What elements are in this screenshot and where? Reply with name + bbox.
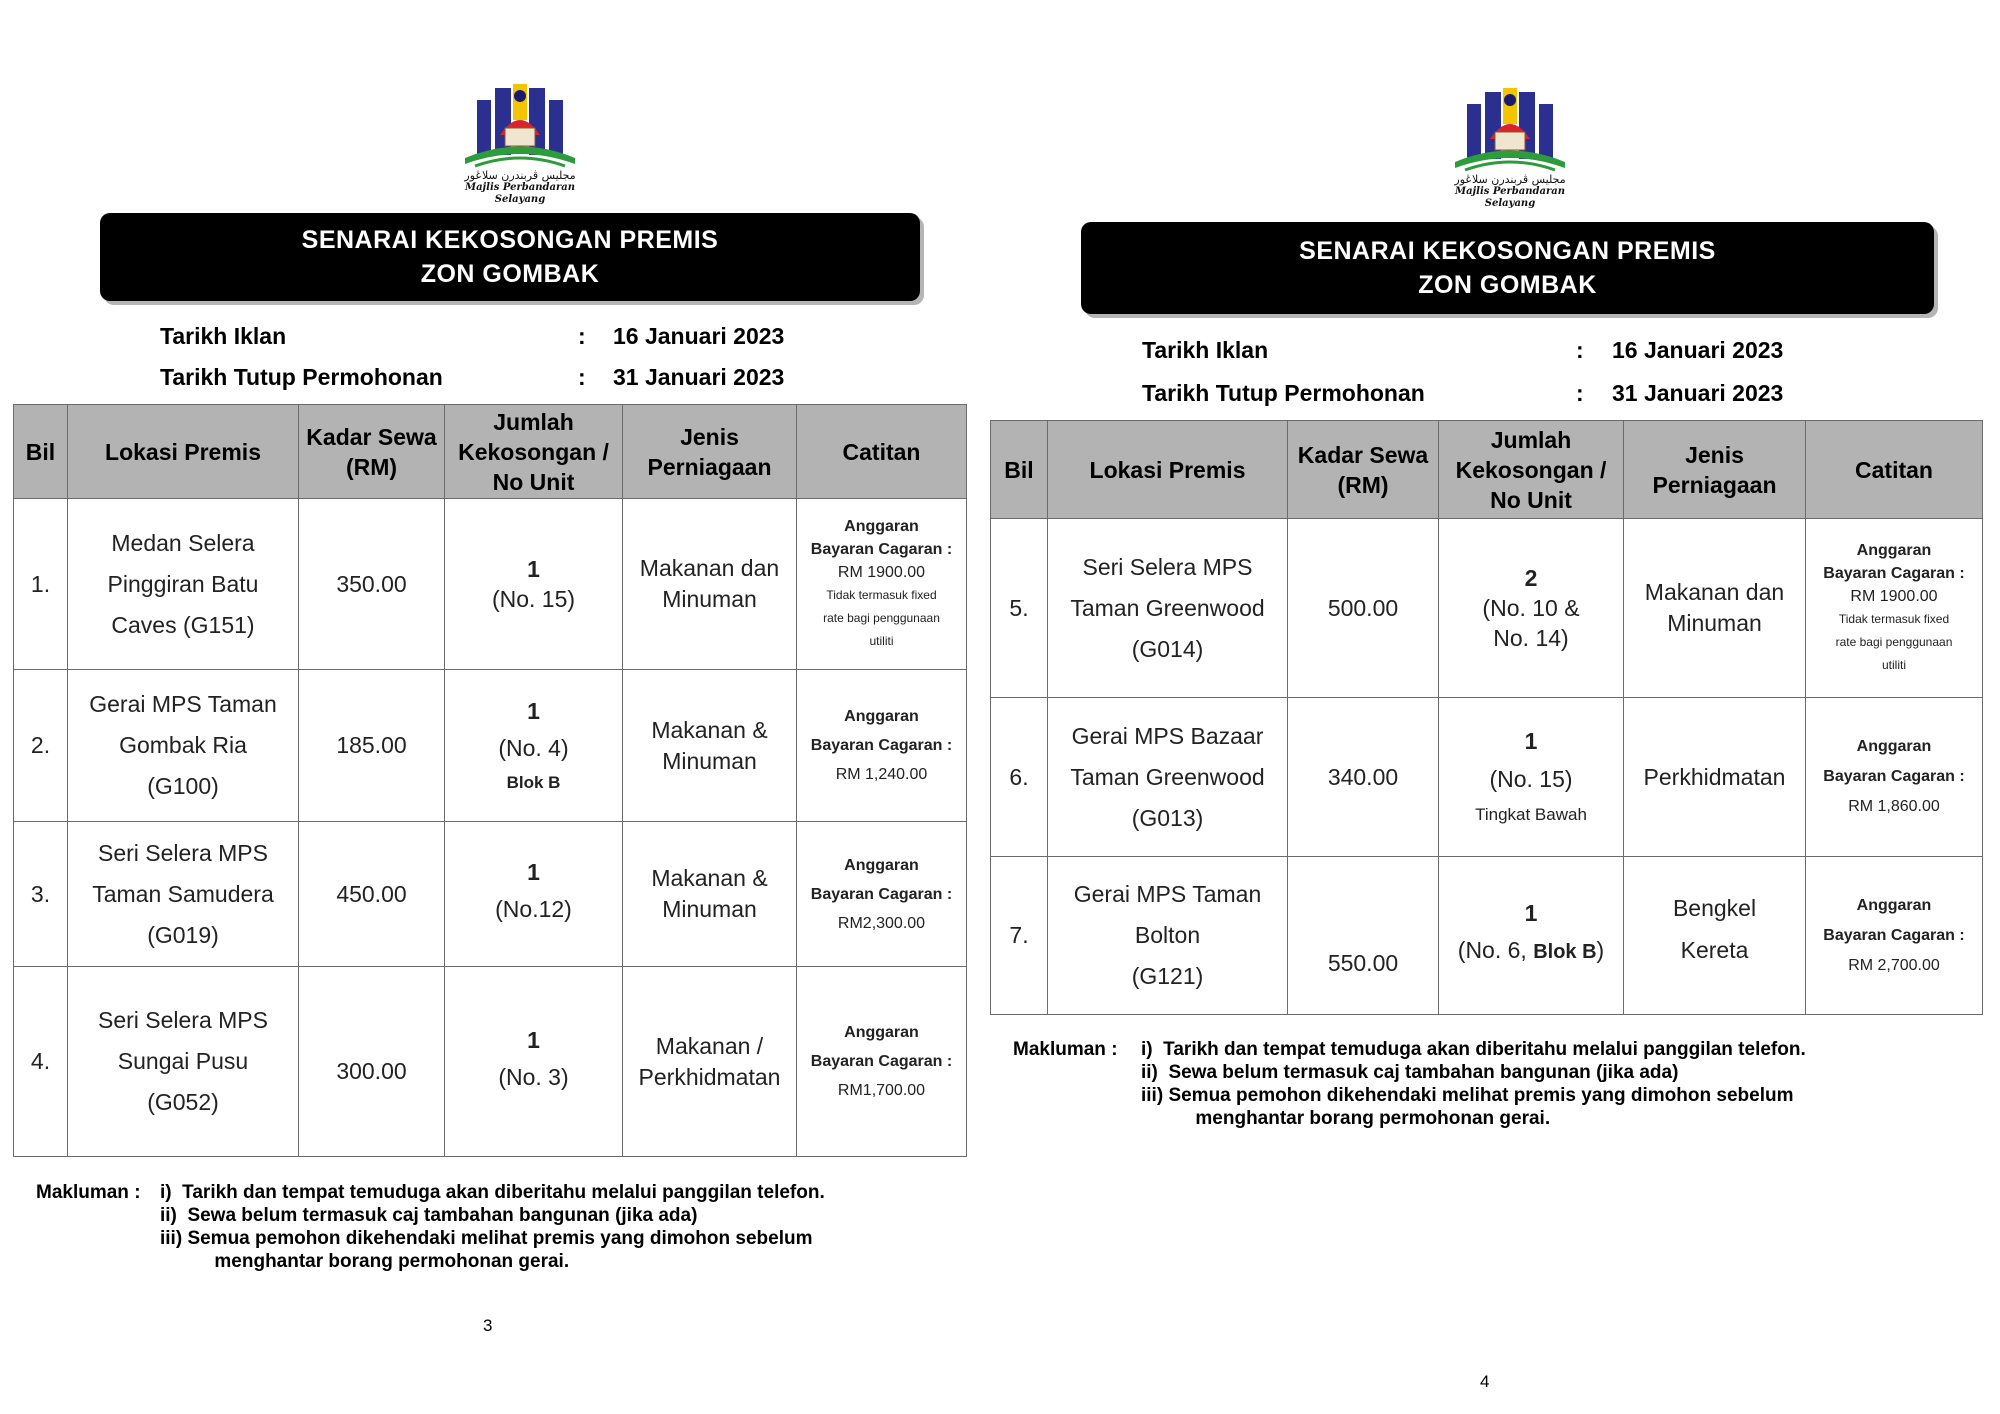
header-catitan: Catitan — [797, 405, 967, 499]
meta-colon: : — [578, 364, 586, 390]
cell-catitan — [797, 822, 967, 967]
note-row — [36, 1250, 976, 1273]
title-banner — [1081, 222, 1934, 314]
cell-unit — [1439, 519, 1624, 698]
header-kadar: Kadar Sewa (RM) — [1288, 421, 1439, 519]
catitan-title-2: Bayaran Cagaran : — [810, 885, 953, 903]
advert-meta — [160, 316, 860, 398]
note-item: menghantar borang permohonan gerai. — [188, 1251, 570, 1272]
unit-number: (No. 4) — [498, 734, 569, 761]
meta-value: 16 Januari 2023 — [613, 323, 785, 349]
meta-row-iklan — [1142, 329, 1862, 372]
lokasi-line: Seri Selera MPS — [97, 839, 268, 866]
lokasi-line: Gerai MPS Bazaar — [1071, 722, 1264, 749]
lokasi-line: (G014) — [1131, 635, 1204, 662]
catitan-title-2: Bayaran Cagaran : — [810, 541, 953, 558]
table-header-row — [14, 405, 967, 499]
note-item: ii) Sewa belum termasuk caj tambahan bangunan (jika ada) — [160, 1205, 698, 1226]
note-item: iii) Semua pemohon dikehendaki melihat premis yang dimohon sebelum — [160, 1228, 813, 1249]
table-row — [991, 857, 1983, 1015]
catitan-title: Anggaran — [1856, 896, 1932, 914]
header-lokasi: Lokasi Premis — [68, 405, 299, 499]
unit-block: Blok B — [1533, 940, 1597, 963]
vacancy-table — [13, 404, 967, 1157]
lokasi-line: Taman Greenwood — [1070, 763, 1265, 790]
mps-crest-icon — [1445, 84, 1575, 174]
catitan-value: RM 1900.00 — [1850, 588, 1938, 605]
unit-count: 1 — [1524, 899, 1538, 926]
cell-lokasi — [68, 499, 299, 670]
cell-jenis — [623, 967, 797, 1157]
vacancy-table — [990, 420, 1983, 1015]
cell-kadar: 550.00 — [1288, 857, 1439, 1015]
makluman-notes — [1013, 1038, 1973, 1130]
cell-bil: 1. — [14, 499, 68, 670]
note-row — [1013, 1061, 1973, 1084]
unit-floor: Tingkat Bawah — [1475, 805, 1587, 824]
catitan-title-2: Bayaran Cagaran : — [810, 1053, 953, 1070]
banner-line-2: ZON GOMBAK — [420, 260, 600, 288]
cell-unit — [1439, 857, 1624, 1015]
meta-row-tutup — [160, 357, 860, 398]
jenis-line: Makanan dan — [1644, 579, 1785, 605]
cell-kadar: 350.00 — [299, 499, 445, 670]
meta-value: 31 Januari 2023 — [1612, 380, 1784, 406]
meta-label: Tarikh Tutup Permohonan — [1142, 380, 1425, 406]
catitan-title: Anggaran — [1856, 738, 1932, 755]
header-kadar: Kadar Sewa (RM) — [299, 405, 445, 499]
unit-number-2: No. 14) — [1493, 625, 1569, 651]
jenis-line: Makanan dan — [639, 555, 780, 581]
lokasi-line: Bolton — [1134, 922, 1201, 948]
cell-unit — [445, 822, 623, 967]
meta-colon: : — [1576, 380, 1584, 406]
catitan-title-2: Bayaran Cagaran : — [1823, 768, 1965, 785]
catitan-value: RM 1900.00 — [837, 564, 926, 581]
cell-kadar: 500.00 — [1288, 519, 1439, 698]
cell-jenis — [1624, 519, 1806, 698]
unit-close: ) — [1596, 936, 1605, 963]
lokasi-line: (G019) — [147, 921, 219, 948]
note-row — [36, 1227, 976, 1250]
cell-unit — [1439, 698, 1624, 857]
meta-label: Tarikh Iklan — [1142, 337, 1269, 363]
table-row — [14, 967, 967, 1157]
table-row — [14, 499, 967, 670]
jenis-line: Minuman — [662, 896, 757, 922]
cell-kadar: 340.00 — [1288, 698, 1439, 857]
catitan-note: utiliti — [869, 634, 894, 648]
catitan-title-2: Bayaran Cagaran : — [810, 737, 953, 754]
catitan-value: RM 1,240.00 — [835, 766, 928, 783]
note-row — [36, 1181, 976, 1204]
header-lokasi: Lokasi Premis — [1048, 421, 1288, 519]
meta-value: 16 Januari 2023 — [1612, 337, 1784, 363]
meta-label: Tarikh Iklan — [160, 323, 287, 349]
lokasi-line: Taman Greenwood — [1070, 594, 1265, 621]
title-banner — [100, 213, 920, 301]
catitan-title: Anggaran — [844, 856, 919, 874]
cell-lokasi — [1048, 698, 1288, 857]
lokasi-line: Gerai MPS Taman — [1073, 881, 1262, 907]
catitan-value: RM2,300.00 — [837, 914, 926, 932]
logo-caption: Majlis Perbandaran Selayang — [465, 182, 575, 205]
unit-number: (No. 6, — [1457, 936, 1534, 963]
catitan-value: RM1,700.00 — [837, 1082, 926, 1099]
cell-unit — [445, 670, 623, 822]
catitan-title: Anggaran — [1856, 542, 1932, 559]
table-row — [14, 822, 967, 967]
logo-caption-arabic: مجليس ڤربندرن سلاڠور — [1454, 173, 1566, 186]
jenis-line: Kereta — [1680, 936, 1749, 963]
note-row — [1013, 1084, 1973, 1107]
cell-bil: 6. — [991, 698, 1048, 857]
table-row — [991, 698, 1983, 857]
cell-jenis — [1624, 857, 1806, 1015]
note-item: i) Tarikh dan tempat temuduga akan diberitahu melalui panggilan telefon. — [1141, 1039, 1806, 1060]
cell-kadar: 450.00 — [299, 822, 445, 967]
unit-number: (No. 15) — [1489, 766, 1573, 792]
header-jenis: Jenis Perniagaan — [623, 405, 797, 499]
unit-number-line — [1443, 928, 1619, 974]
catitan-title-2: Bayaran Cagaran : — [1823, 565, 1965, 582]
unit-count: 1 — [527, 556, 540, 582]
notes-lead: Makluman : — [1013, 1039, 1118, 1060]
cell-lokasi — [68, 967, 299, 1157]
meta-colon: : — [578, 323, 586, 349]
catitan-title: Anggaran — [844, 1024, 919, 1041]
catitan-value: RM 2,700.00 — [1848, 956, 1940, 974]
unit-number: (No. 3) — [498, 1063, 569, 1090]
header-catitan: Catitan — [1806, 421, 1983, 519]
cell-lokasi — [68, 670, 299, 822]
cell-bil: 2. — [14, 670, 68, 822]
lokasi-line: Sungai Pusu — [117, 1048, 249, 1074]
mps-crest-icon — [455, 80, 585, 170]
catitan-value: RM 1,860.00 — [1848, 798, 1940, 815]
lokasi-line: Caves (G151) — [111, 611, 255, 638]
jenis-line: Makanan & — [651, 865, 768, 891]
cell-catitan — [797, 670, 967, 822]
lokasi-line: Seri Selera MPS — [1082, 553, 1253, 580]
page-number: 4 — [1480, 1372, 1490, 1391]
unit-count: 1 — [527, 697, 540, 724]
cell-kadar: 185.00 — [299, 670, 445, 822]
cell-kadar: 300.00 — [299, 967, 445, 1157]
catitan-title: Anggaran — [844, 518, 919, 535]
meta-value: 31 Januari 2023 — [613, 364, 785, 390]
meta-row-tutup — [1142, 372, 1862, 415]
cell-jenis — [623, 670, 797, 822]
advert-meta — [1142, 329, 1862, 415]
table-header-row — [991, 421, 1983, 519]
note-item: iii) Semua pemohon dikehendaki melihat premis yang dimohon sebelum — [1141, 1085, 1794, 1106]
jenis-line: Perkhidmatan — [1643, 763, 1786, 790]
jenis-line: Bengkel — [1672, 894, 1757, 921]
header-jumlah: Jumlah Kekosongan / No Unit — [445, 405, 623, 499]
makluman-notes — [36, 1181, 976, 1273]
cell-lokasi — [1048, 519, 1288, 698]
cell-catitan — [797, 499, 967, 670]
unit-number: (No. 15) — [491, 586, 576, 612]
unit-count: 1 — [527, 1026, 540, 1053]
catitan-note: rate bagi penggunaan — [823, 611, 940, 625]
jenis-line: Minuman — [662, 747, 757, 774]
unit-number: (No.12) — [495, 896, 572, 922]
banner-line-2: ZON GOMBAK — [1418, 271, 1597, 299]
unit-count: 1 — [1524, 728, 1538, 754]
cell-catitan — [1806, 519, 1983, 698]
catitan-title-2: Bayaran Cagaran : — [1823, 926, 1965, 944]
banner-line-1: SENARAI KEKOSONGAN PREMIS — [1299, 237, 1716, 265]
lokasi-line: (G052) — [147, 1089, 219, 1115]
logo-caption: Majlis Perbandaran Selayang — [1455, 186, 1565, 209]
note-row — [1013, 1107, 1973, 1130]
jenis-line: Minuman — [662, 586, 757, 612]
lokasi-line: Medan Selera — [111, 529, 255, 556]
page-number: 3 — [483, 1316, 493, 1335]
cell-catitan — [797, 967, 967, 1157]
page-4 — [990, 0, 2000, 1414]
note-row — [1013, 1038, 1973, 1061]
cell-lokasi — [68, 822, 299, 967]
cell-catitan — [1806, 857, 1983, 1015]
jenis-line: Makanan & — [651, 716, 768, 743]
meta-label: Tarikh Tutup Permohonan — [160, 364, 443, 390]
header-jenis: Jenis Perniagaan — [1624, 421, 1806, 519]
cell-jenis — [1624, 698, 1806, 857]
unit-count: 1 — [527, 859, 540, 885]
logo-caption-arabic: مجليس ڤربندرن سلاڠور — [464, 169, 576, 182]
cell-bil: 4. — [14, 967, 68, 1157]
catitan-title: Anggaran — [844, 708, 919, 725]
lokasi-line: (G100) — [147, 773, 219, 799]
lokasi-line: Pinggiran Batu — [107, 570, 259, 597]
lokasi-line: Gerai MPS Taman — [89, 691, 277, 717]
lokasi-line: Gombak Ria — [119, 732, 247, 758]
header-bil: Bil — [991, 421, 1048, 519]
cell-jenis — [623, 499, 797, 670]
cell-unit — [445, 499, 623, 670]
catitan-note: utiliti — [1881, 658, 1906, 672]
jenis-line: Makanan / — [655, 1032, 764, 1059]
jenis-line: Minuman — [1667, 610, 1762, 636]
meta-row-iklan — [160, 316, 860, 357]
header-bil: Bil — [14, 405, 68, 499]
cell-jenis — [623, 822, 797, 967]
note-item: i) Tarikh dan tempat temuduga akan diberitahu melalui panggilan telefon. — [160, 1182, 825, 1203]
header-jumlah: Jumlah Kekosongan / No Unit — [1439, 421, 1624, 519]
unit-count: 2 — [1524, 565, 1538, 591]
cell-bil: 7. — [991, 857, 1048, 1015]
table-row — [991, 519, 1983, 698]
cell-catitan — [1806, 698, 1983, 857]
cell-bil: 3. — [14, 822, 68, 967]
banner-line-1: SENARAI KEKOSONGAN PREMIS — [301, 226, 719, 254]
cell-lokasi — [1048, 857, 1288, 1015]
table-row — [14, 670, 967, 822]
lokasi-line: (G013) — [1131, 804, 1204, 831]
mps-logo — [1445, 84, 1575, 210]
meta-colon: : — [1576, 337, 1584, 363]
lokasi-line: Seri Selera MPS — [97, 1007, 268, 1033]
lokasi-line: (G121) — [1131, 963, 1204, 989]
note-item: ii) Sewa belum termasuk caj tambahan bangunan (jika ada) — [1141, 1062, 1679, 1083]
notes-lead: Makluman : — [36, 1182, 141, 1203]
page-3 — [0, 0, 990, 1414]
unit-block: Blok B — [506, 772, 561, 792]
cell-unit — [445, 967, 623, 1157]
note-item: menghantar borang permohonan gerai. — [1169, 1108, 1551, 1129]
catitan-note: rate bagi penggunaan — [1835, 635, 1953, 649]
cell-bil: 5. — [991, 519, 1048, 698]
catitan-note: Tidak termasuk fixed — [826, 588, 937, 602]
jenis-line: Perkhidmatan — [638, 1063, 781, 1090]
note-row — [36, 1204, 976, 1227]
mps-logo — [455, 80, 585, 206]
lokasi-line: Taman Samudera — [92, 880, 274, 907]
unit-number: (No. 10 & — [1482, 595, 1580, 621]
catitan-note: Tidak termasuk fixed — [1838, 612, 1950, 626]
